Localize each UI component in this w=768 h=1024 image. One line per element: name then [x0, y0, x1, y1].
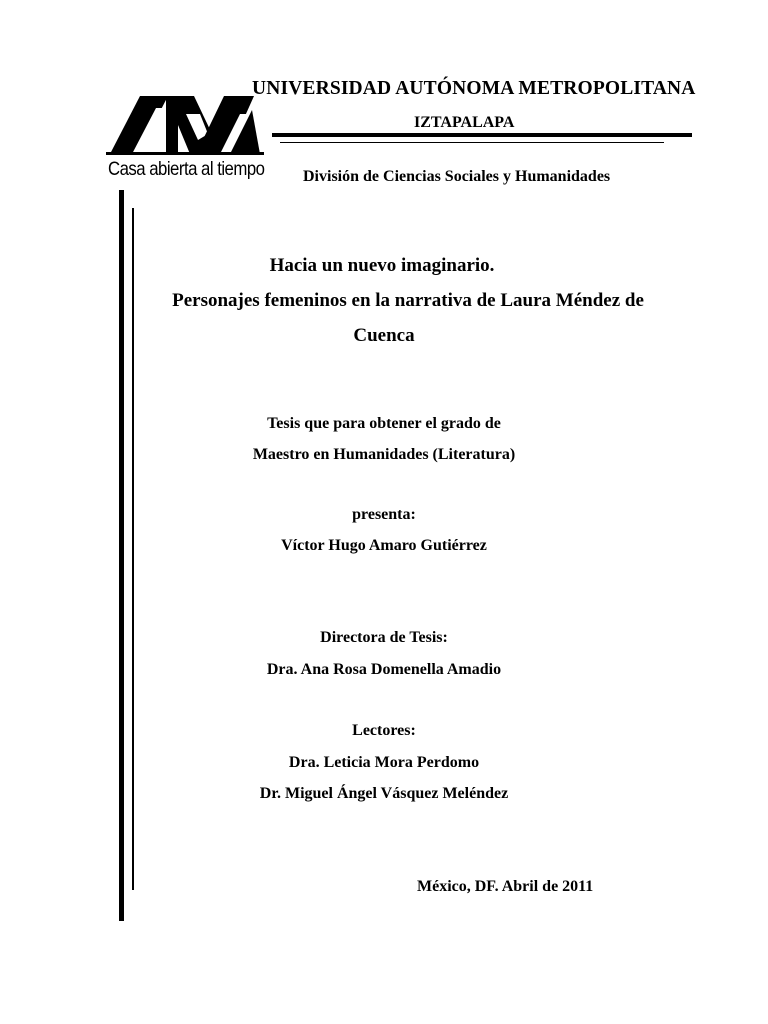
- thesis-title-line-2: Personajes femeninos en la narrativa de Laura Méndez de: [172, 290, 644, 311]
- thesis-title-line-1: Hacia un nuevo imaginario.: [269, 255, 495, 276]
- presents-label: presenta:: [352, 506, 416, 523]
- place-date: México, DF. Abril de 2011: [417, 878, 594, 895]
- author-name: Víctor Hugo Amaro Gutiérrez: [281, 537, 487, 554]
- reader-name: Dr. Miguel Ángel Vásquez Meléndez: [259, 785, 509, 802]
- director-label: Directora de Tesis:: [320, 629, 448, 646]
- horizontal-rule-thin: [280, 142, 664, 143]
- campus-name: IZTAPALAPA: [414, 114, 515, 131]
- director-name: Dra. Ana Rosa Domenella Amadio: [266, 661, 502, 678]
- logo-motto: Casa abierta al tiempo: [108, 158, 265, 180]
- reader-name: Dra. Leticia Mora Perdomo: [288, 754, 480, 771]
- uam-logo-mark-icon: [104, 88, 264, 160]
- degree-line-2: Maestro en Humanidades (Literatura): [252, 446, 516, 463]
- thesis-title-line-3: Cuenca: [353, 325, 415, 346]
- uam-logo: [104, 88, 264, 188]
- division-name: División de Ciencias Sociales y Humanidades: [303, 168, 611, 185]
- degree-line-1: Tesis que para obtener el grado de: [267, 415, 501, 432]
- university-name: UNIVERSIDAD AUTÓNOMA METROPOLITANA: [252, 78, 696, 99]
- horizontal-rule-thick: [272, 133, 692, 137]
- readers-label: Lectores:: [352, 722, 416, 739]
